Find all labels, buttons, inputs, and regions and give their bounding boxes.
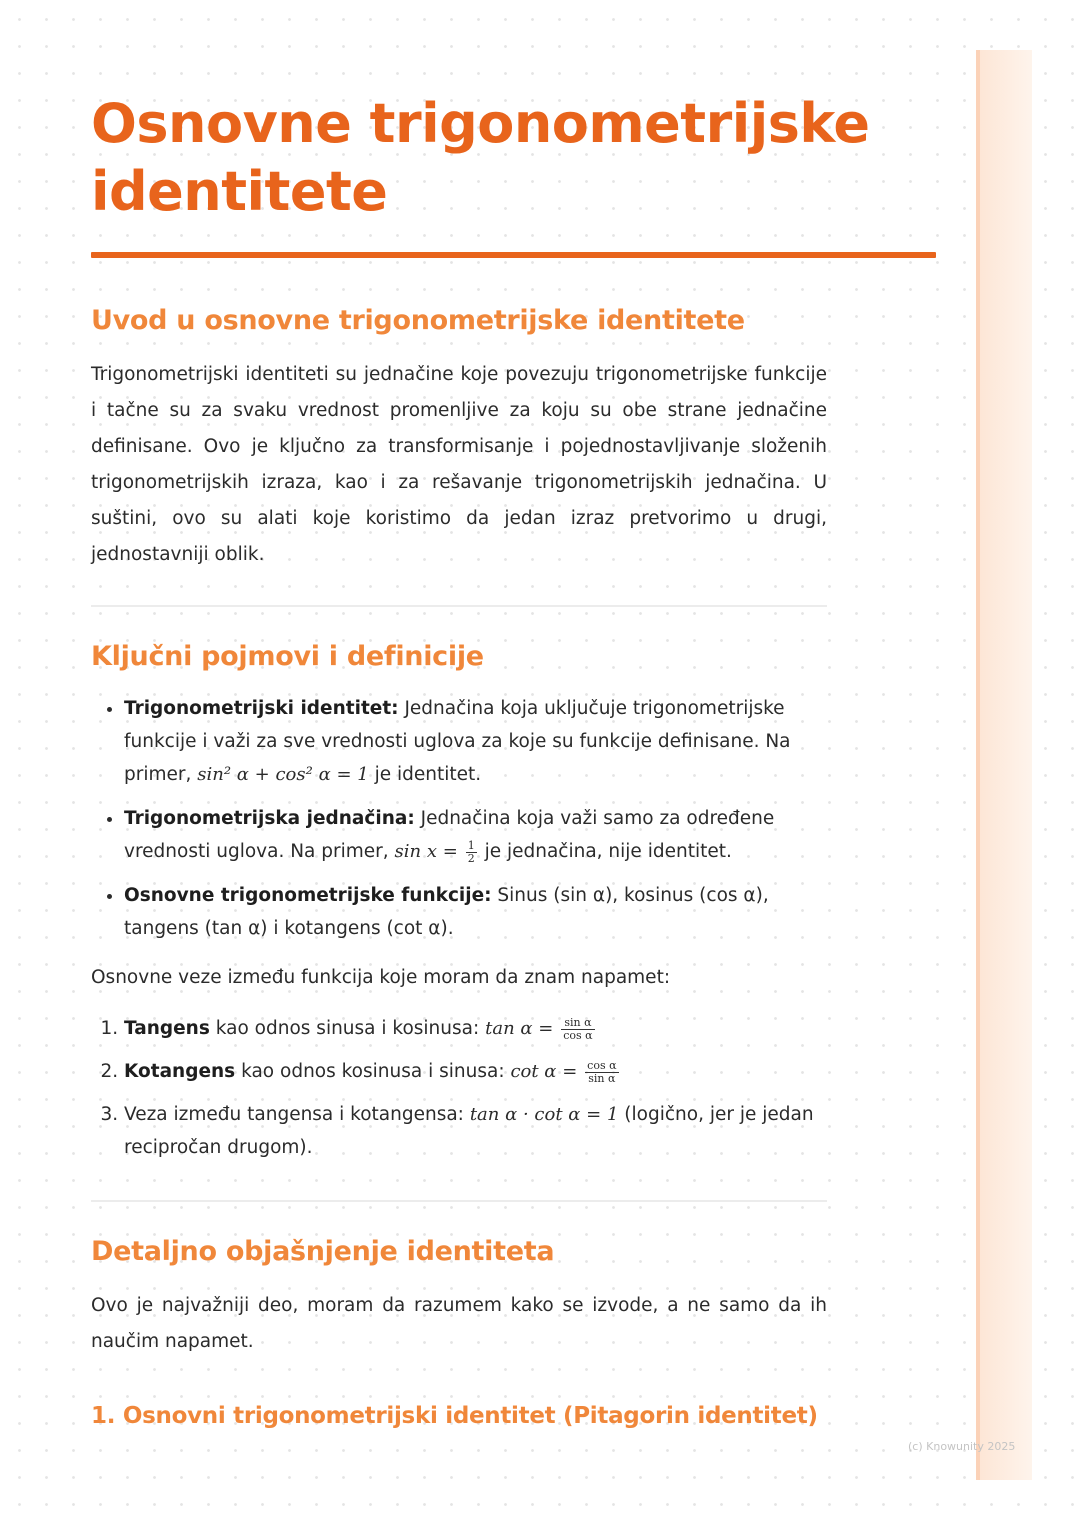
bullet-text: Jednačina koja uključuje trigonometrijske funkcije i važi za sve vrednosti uglova za koje su funkcije definisane. Na primer, [124,698,791,785]
bullet-after: je identitet. [368,764,482,785]
fraction-denominator: sin α [588,1071,616,1085]
details-paragraph: Ovo je najvažniji deo, moram da razumem kako se izvode, a ne samo da ih naučim napamet. [91,1295,827,1352]
list-item [124,1098,827,1164]
fraction-numerator: 1 [467,838,475,852]
list-item [124,1055,827,1088]
relation-text: kao odnos kosinusa i sinusa: [235,1061,511,1082]
fraction-numerator: cos α [587,1058,617,1072]
fraction [561,1017,594,1042]
fraction [466,840,477,865]
details-subheading: 1. Osnovni trigonometrijski identitet (Pitagorin identitet) [91,1403,818,1429]
page-side-strip [976,50,1032,1480]
fraction-denominator: cos α [563,1028,593,1042]
relations-intro: Osnovne veze između funkcija koje moram da znam napamet: [91,967,671,988]
list-item [124,879,827,945]
concepts-heading: Ključni pojmovi i definicije [91,641,484,672]
page-title: Osnovne trigonometrijske identitete [91,92,870,223]
formula-tan-cot: tan α · cot α = 1 [469,1104,619,1125]
fraction-numerator: sin α [561,1017,594,1030]
fraction [585,1060,618,1085]
formula-pythagorean: sin² α + cos² α = 1 [197,764,369,785]
relation-after: (logično, jer je jedan recipročan drugom). [124,1104,814,1158]
intro-paragraph: Trigonometrijski identiteti su jednačine koje povezuju trigonometrijske funkcije i tačne su za svaku vrednost promenljive za koju su obe strane jednačine definisane. Ovo je ključno za transformisanje i pojednostavljivanje složenih trigonometrijskih izraza, kao i za rešavanje trigonometrijskih jednačina. U suštini, ovo su alati koje koristimo da jedan izraz pretvorimo u drugi, jednostavniji oblik. [91,364,827,565]
bullet-term: Osnovne trigonometrijske funkcije: [124,885,492,906]
formula-lhs: tan α = [485,1018,554,1039]
formula-lhs: cot α = [510,1061,578,1082]
bullet-after: je jednačina, nije identitet. [478,841,732,862]
bullet-term: Trigonometrijski identitet: [124,698,399,719]
list-item [124,1012,827,1045]
footer-copyright: (c) Knowunity 2025 [908,1440,1016,1453]
relations-list [91,1012,827,1164]
bullet-text: Sinus (sin α), kosinus (cos α), tangens (tan α) i kotangens (cot α). [124,885,769,939]
relation-text: Veza između tangensa i kotangensa: [124,1104,470,1125]
details-heading: Detaljno objašnjenje identiteta [91,1236,555,1267]
relation-term: Kotangens [124,1061,236,1082]
bullet-text: Jednačina koja važi samo za određene vrednosti uglova. Na primer, [124,808,775,862]
list-item [124,802,827,868]
bullet-term: Trigonometrijska jednačina: [124,808,415,829]
fraction-denominator: 2 [467,851,475,865]
relation-term: Tangens [124,1018,210,1039]
intro-heading: Uvod u osnovne trigonometrijske identitete [91,305,745,336]
document-content [91,90,870,1432]
formula-lhs: sin x = [394,841,458,862]
list-item [124,692,827,791]
concepts-list [91,692,827,945]
relation-text: kao odnos sinusa i kosinusa: [209,1018,486,1039]
